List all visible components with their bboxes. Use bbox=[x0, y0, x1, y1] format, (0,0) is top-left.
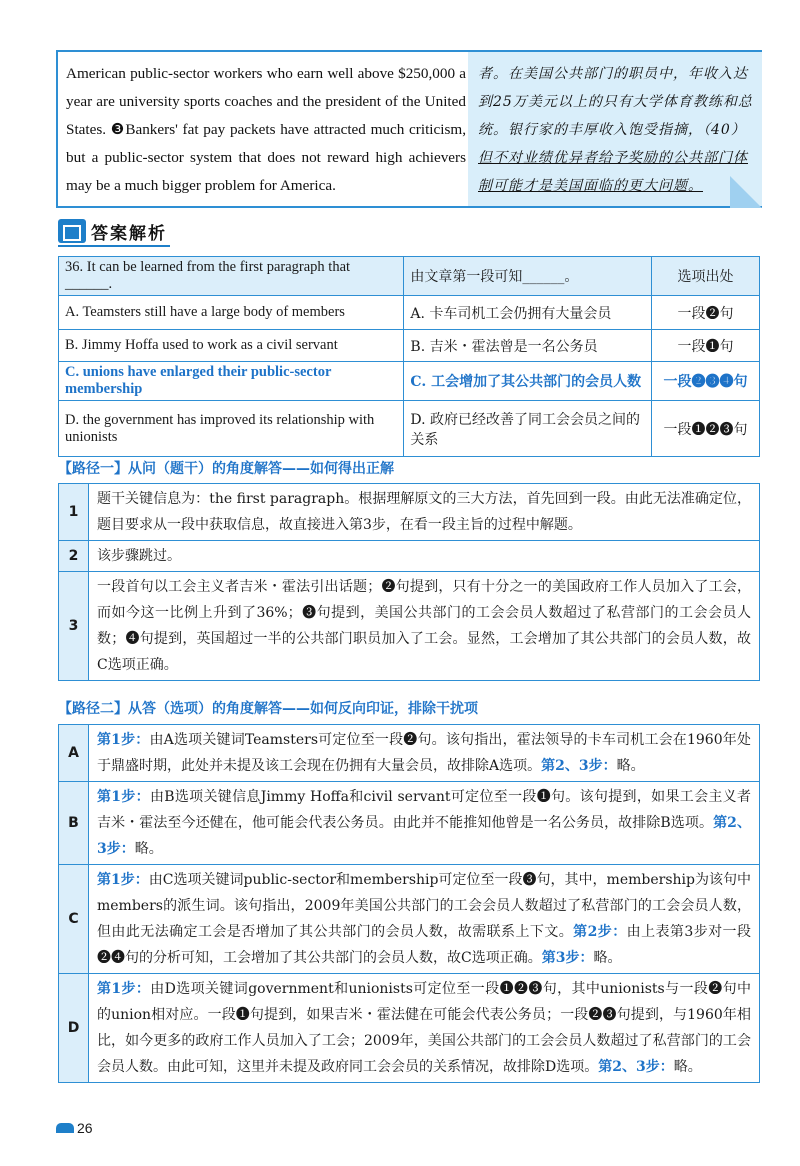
option-source: 一段❶句 bbox=[652, 330, 760, 362]
path2-row-d bbox=[59, 974, 760, 1083]
page-number bbox=[56, 1120, 93, 1136]
option-analysis bbox=[89, 782, 760, 865]
path1-row bbox=[59, 484, 760, 541]
page-fold-corner bbox=[730, 176, 762, 208]
page-number-text: 26 bbox=[77, 1120, 93, 1136]
passage-chinese-a: 者。在美国公共部门的职员中，年收入达到25万美元以上的只有大学体育教练和总统。银行家的丰厚收入饱受指摘，（40） bbox=[478, 66, 753, 138]
analysis-text: 略。 bbox=[616, 758, 645, 774]
step-label: 第2、3步： bbox=[598, 1059, 674, 1075]
analysis-text: 略。 bbox=[673, 1059, 702, 1075]
option-row-d bbox=[59, 401, 760, 457]
answer-header bbox=[58, 218, 167, 244]
option-row-a bbox=[59, 296, 760, 330]
option-letter: C bbox=[59, 865, 89, 974]
step-label: 第2、3步： bbox=[541, 758, 617, 774]
step-label: 第2步： bbox=[573, 924, 627, 940]
step-number: 3 bbox=[59, 572, 89, 681]
option-cn: A. 卡车司机工会仍拥有大量会员 bbox=[404, 296, 652, 330]
step-number: 1 bbox=[59, 484, 89, 541]
question-table bbox=[58, 256, 760, 457]
analysis-text: 由B选项关键信息Jimmy Hoffa和civil servant可定位至一段❶句。该句提到，如果工会主义者吉米・霍法至今还健在，他可能会代表公务员。由此并不能推知他曾是一名公务员，故排除B选项。 bbox=[97, 789, 751, 831]
step-label: 第3步： bbox=[541, 950, 594, 966]
book-icon bbox=[58, 219, 86, 243]
option-letter: B bbox=[59, 782, 89, 865]
option-source: 一段❷句 bbox=[652, 296, 760, 330]
passage-box bbox=[56, 50, 762, 208]
option-analysis bbox=[89, 725, 760, 782]
path1-title: 【路径一】从问（题干）的角度解答——如何得出正解 bbox=[58, 461, 394, 477]
answer-title: 答案解析 bbox=[91, 223, 167, 244]
question-stem-cn: 由文章第一段可知______。 bbox=[404, 257, 652, 296]
step-text: 一段首句以工会主义者吉米・霍法引出话题；❷句提到，只有十分之一的美国政府工作人员加入了工会，而如今这一比例上升到了36%；❸句提到，美国公共部门的工会会员人数超过了私营部门的工会会员人数；❹句提到，英国超过一半的公共部门职员加入了工会。显然，工会增加了其公共部门的会员人数，故C选项正确。 bbox=[89, 572, 760, 681]
option-en: B. Jimmy Hoffa used to work as a civil servant bbox=[59, 330, 404, 362]
answer-underline bbox=[58, 245, 170, 247]
question-header-row bbox=[59, 257, 760, 296]
step-label: 第1步： bbox=[97, 872, 149, 888]
path1-row bbox=[59, 572, 760, 681]
step-label: 第1步： bbox=[97, 789, 150, 805]
step-label: 第2、3步： bbox=[97, 815, 751, 857]
page-marker-icon bbox=[56, 1123, 74, 1133]
analysis-text: 由上表第3步对一段❷❹句的分析可知，工会增加了其公共部门的会员人数，故C选项正确。 bbox=[97, 924, 751, 966]
option-en: D. the government has improved its relationship with unionists bbox=[59, 401, 404, 457]
analysis-text: 略。 bbox=[593, 950, 622, 966]
analysis-text: 由D选项关键词government和unionists可定位至一段❶❷❸句，其中unionists与一段❷句中的union相对应。一段❶句提到，如果吉米・霍法健在可能会代表公务员；一段❷❸句提到，与1960年相比，如今更多的政府工作人员加入了工会；2009年，美国公共部门的工会会员人数超过了私营部门的工会会员人数。由此可知，这里并未提及政府同工会会员的关系情况，故排除D选项。 bbox=[97, 981, 751, 1075]
option-analysis bbox=[89, 974, 760, 1083]
step-text: 该步骤跳过。 bbox=[89, 541, 760, 572]
option-analysis bbox=[89, 865, 760, 974]
option-cn: B. 吉米・霍法曾是一名公务员 bbox=[404, 330, 652, 362]
option-source: 一段❷❸❹句 bbox=[652, 362, 760, 401]
path1-table bbox=[58, 483, 760, 681]
step-label: 第1步： bbox=[97, 981, 151, 997]
path1-row bbox=[59, 541, 760, 572]
passage-chinese-b: 但不对业绩优异者给予奖励的公共部门体制可能才是美国面临的更大问题。 bbox=[478, 150, 748, 194]
passage-english: American public-sector workers who earn well above $250,000 a year are university sports coaches and the president of the United States. ❸Bankers' fat pay packets have attracted much criticism, but a public-sector system that does not reward high achievers may be a much bigger problem for America. bbox=[66, 65, 466, 194]
question-stem-en: 36. It can be learned from the first paragraph that ______. bbox=[59, 257, 404, 296]
analysis-text: 略。 bbox=[134, 841, 163, 857]
path2-title: 【路径二】从答（选项）的角度解答——如何反向印证，排除干扰项 bbox=[58, 701, 478, 717]
step-label: 第1步： bbox=[97, 732, 150, 748]
option-source: 一段❶❷❸句 bbox=[652, 401, 760, 457]
option-en: A. Teamsters still have a large body of members bbox=[59, 296, 404, 330]
analysis-text: 由C选项关键词public-sector和membership可定位至一段❸句，其中，membership为该句中members的派生词。该句指出，2009年美国公共部门的工会会员人数超过了私营部门的工会会员人数，但由此无法确定工会是否增加了其公共部门的会员人数，故需联系上下文。 bbox=[97, 872, 751, 940]
option-cn: D. 政府已经改善了同工会会员之间的关系 bbox=[404, 401, 652, 457]
step-number: 2 bbox=[59, 541, 89, 572]
option-letter: A bbox=[59, 725, 89, 782]
step-text: 题干关键信息为：the first paragraph。根据理解原文的三大方法，首先回到一段。由此无法准确定位，题目要求从一段中获取信息，故直接进入第3步，在看一段主旨的过程中解题。 bbox=[89, 484, 760, 541]
path2-row-a bbox=[59, 725, 760, 782]
option-row-b bbox=[59, 330, 760, 362]
source-header: 选项出处 bbox=[652, 257, 760, 296]
path2-row-b bbox=[59, 782, 760, 865]
analysis-text: 由A选项关键词Teamsters可定位至一段❷句。该句指出，霍法领导的卡车司机工会在1960年处于鼎盛时期，此处并未提及该工会现在仍拥有大量会员，故排除A选项。 bbox=[97, 732, 751, 774]
passage-chinese bbox=[468, 52, 762, 206]
path2-table bbox=[58, 724, 760, 1083]
option-en: C. unions have enlarged their public-sector membership bbox=[59, 362, 404, 401]
path2-row-c bbox=[59, 865, 760, 974]
option-letter: D bbox=[59, 974, 89, 1083]
option-cn: C. 工会增加了其公共部门的会员人数 bbox=[404, 362, 652, 401]
option-row-c-correct bbox=[59, 362, 760, 401]
